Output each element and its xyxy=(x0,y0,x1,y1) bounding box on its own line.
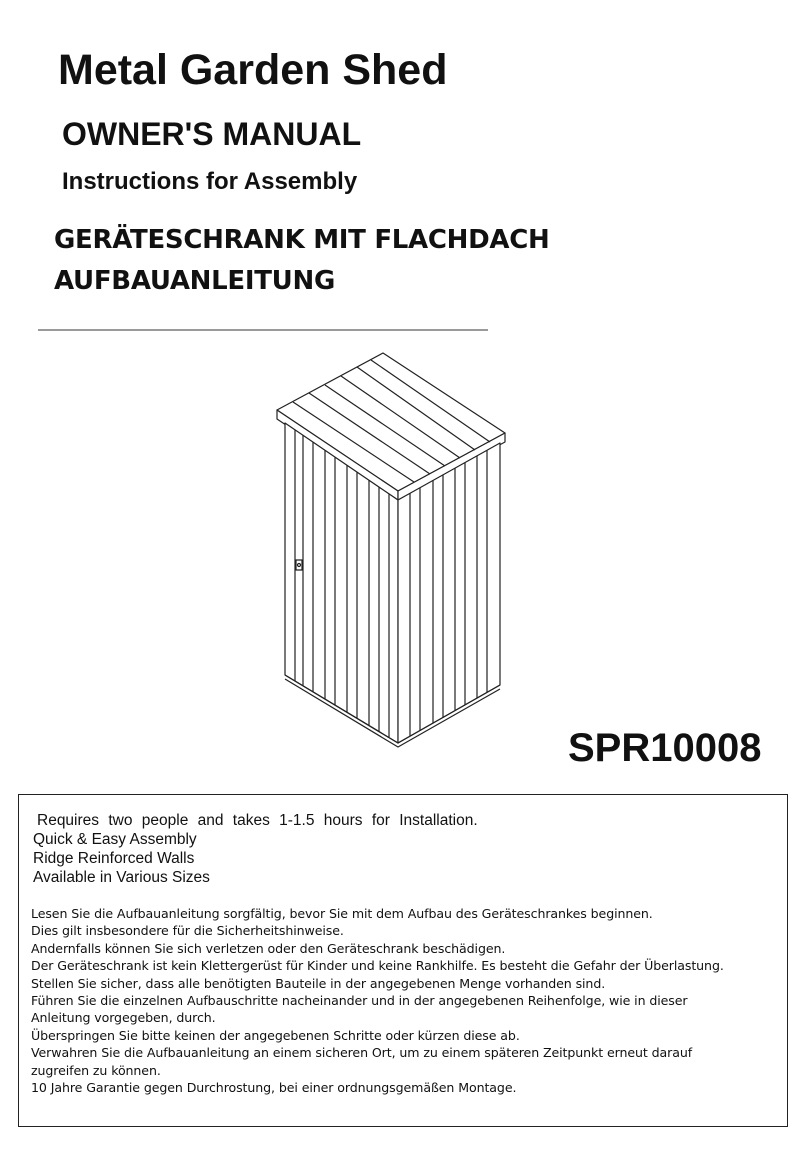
german-line: Stellen Sie sicher, dass alle benötigten Bauteile in der angegebenen Menge vorhanden sind. xyxy=(31,975,606,991)
info-box xyxy=(18,794,788,1127)
german-instructions xyxy=(31,905,724,1096)
german-line: Führen Sie die einzelnen Aufbauschritte nacheinander und in der angegebenen Reihenfolge, wie in dieser xyxy=(31,993,688,1009)
german-line: Anleitung vorgegeben, durch. xyxy=(31,1010,216,1026)
english-line: Requires two people and takes 1-1.5 hours for Installation. xyxy=(37,812,478,829)
english-line: Ridge Reinforced Walls xyxy=(33,850,195,867)
german-line: 10 Jahre Garantie gegen Durchrostung, bei einer ordnungsgemäßen Montage. xyxy=(31,1080,517,1096)
model-number: SPR10008 xyxy=(568,726,762,770)
german-title-line1: GERÄTESCHRANK MIT FLACHDACH xyxy=(54,225,550,255)
divider-rule xyxy=(38,329,488,331)
german-line: Andernfalls können Sie sich verletzen oder den Geräteschrank beschädigen. xyxy=(31,940,506,956)
german-line: Überspringen Sie bitte keinen der angegebenen Schritte oder kürzen diese ab. xyxy=(31,1027,520,1043)
german-line: Dies gilt insbesondere für die Sicherheitshinweise. xyxy=(31,923,344,939)
shed-illustration xyxy=(265,345,525,755)
german-line: Lesen Sie die Aufbauanleitung sorgfältig, bevor Sie mit dem Aufbau des Geräteschrankes beginnen. xyxy=(31,906,653,921)
document-title: Metal Garden Shed xyxy=(58,46,448,94)
document-subtitle: OWNER'S MANUAL xyxy=(62,116,362,152)
document-subsubtitle: Instructions for Assembly xyxy=(62,168,358,195)
german-title-line2: AUFBAUANLEITUNG xyxy=(54,266,335,296)
german-line: Verwahren Sie die Aufbauanleitung an einem sicheren Ort, um zu einem späteren Zeitpunkt erneut darauf xyxy=(31,1045,693,1061)
german-line: Der Geräteschrank ist kein Klettergerüst für Kinder und keine Rankhilfe. Es besteht die Gefahr der Überlastung. xyxy=(31,958,724,974)
german-line: zugreifen zu können. xyxy=(31,1062,161,1078)
english-line: Quick & Easy Assembly xyxy=(33,831,197,848)
english-line: Available in Various Sizes xyxy=(33,869,210,886)
